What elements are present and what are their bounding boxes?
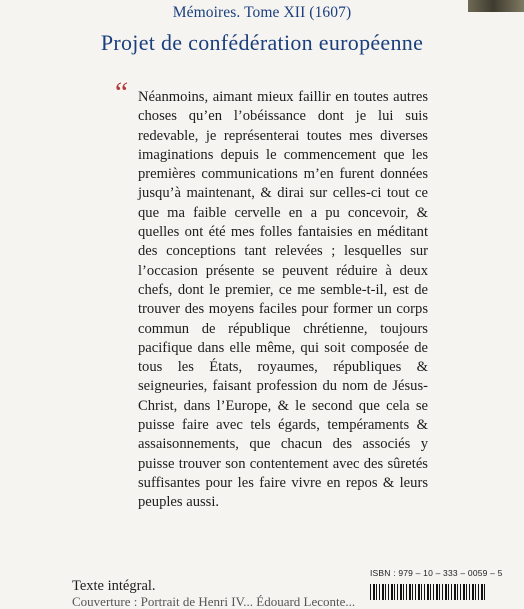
- book-subtitle: Mémoires. Tome XII (1607): [172, 4, 352, 21]
- footer-note: Texte intégral.: [72, 578, 156, 594]
- back-cover-quote: Néanmoins, aimant mieux faillir en toutes autres choses qu’en l’obéissance dont je lui suis redevable, je représenterai toutes mes diverses imaginations depuis le commencement que les premières communications m’en furent données jusqu’à maintenant, & dirai sur celles-ci tout ce que ma faible cervelle en a pu concevoir, & quelles ont été mes folles fantaisies en méditant des conceptions tant relevées ; lesquelles sur l’occasion présente se peuvent réduire à deux chefs, dont le premier, ce me semble-t-il, est de trouver des moyens faciles pour former un corps commun de république chrétienne, toujours pacifique dans elle même, qui soit composée de tous les États, royaumes, républiques & seigneuries, faisant profession du nom de Jésus-Christ, dans l’Europe, & le second que cela se puisse faire avec tels égards, tempéraments & assaisonnements, que chacun des associés y puisse trouver son contentement avec des sûretés suffisantes pour les faire vivre en repos & leurs peuples aussi.: [138, 89, 428, 511]
- opening-quote-mark: “: [112, 76, 129, 109]
- isbn-label: ISBN : 979 – 10 – 333 – 0059 – 5: [370, 568, 503, 578]
- book-title: Projet de confédération européenne: [100, 30, 424, 55]
- isbn-barcode: [370, 584, 486, 600]
- footer-credit-line: Couverture : Portrait de Henri IV... Édouard Leconte...: [72, 594, 356, 609]
